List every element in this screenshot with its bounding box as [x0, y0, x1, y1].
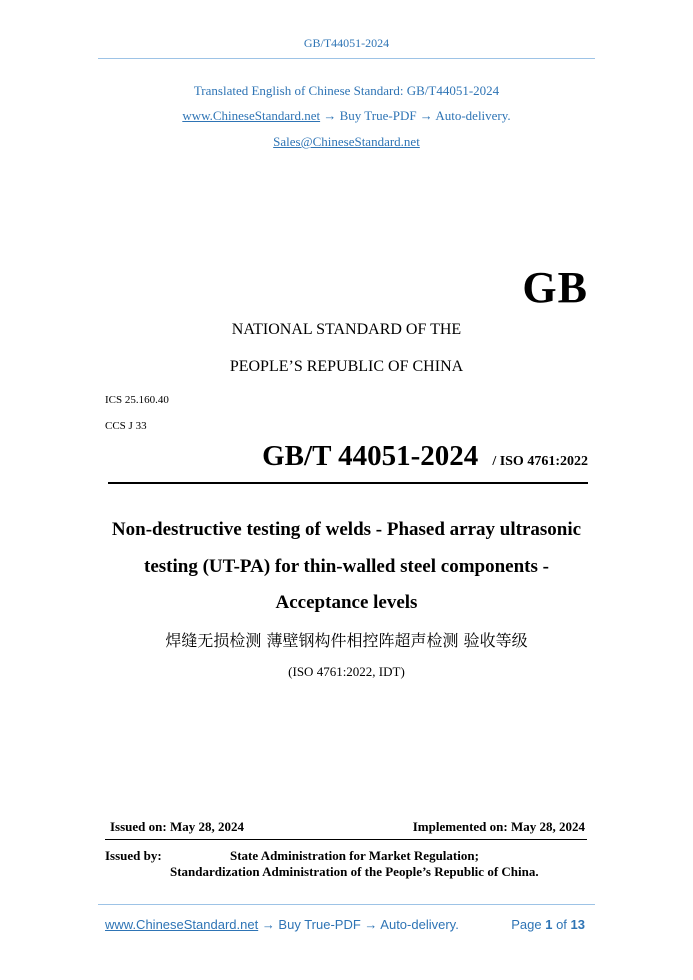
- prc-heading: PEOPLE’S REPUBLIC OF CHINA: [229, 358, 464, 375]
- header-rule: [98, 58, 595, 59]
- footer-rule: [98, 904, 595, 905]
- issue-rule: [105, 839, 587, 840]
- buy-pdf-text: → Buy True-PDF → Auto-delivery.: [320, 108, 511, 123]
- standard-number-rule: [108, 482, 588, 484]
- translation-notice-links: [0, 108, 693, 124]
- issued-on-date: Issued on: May 28, 2024: [110, 819, 244, 834]
- page-total: 13: [570, 917, 585, 932]
- issued-by-label: Issued by:: [105, 848, 162, 863]
- of-label: of: [552, 917, 571, 932]
- implemented-on-date: Implemented on: May 28, 2024: [412, 819, 585, 834]
- chinesestandard-link[interactable]: www.ChineseStandard.net: [182, 108, 321, 123]
- standard-number: GB/T 44051-2024: [262, 440, 479, 472]
- english-title-line-1: Non-destructive testing of welds - Phased array ultrasonic: [111, 519, 582, 540]
- ics-code: ICS 25.160.40: [105, 394, 169, 406]
- issuing-authority-2: Standardization Administration of the People’s Republic of China.: [170, 864, 539, 879]
- sales-email-row: [0, 134, 693, 150]
- english-title-line-3: Acceptance levels: [275, 592, 418, 613]
- header-doc-id: GB/T44051-2024: [303, 36, 390, 50]
- standard-number-row: [262, 440, 588, 473]
- national-standard-heading: NATIONAL STANDARD OF THE: [231, 321, 462, 338]
- footer-buy-text: → Buy True-PDF → Auto-delivery.: [258, 917, 459, 932]
- iso-equivalence: (ISO 4761:2022, IDT): [288, 664, 405, 679]
- page-label: Page: [511, 917, 546, 932]
- footer-links: [105, 917, 459, 932]
- page-indicator: [511, 917, 585, 932]
- footer-site-link[interactable]: www.ChineseStandard.net: [105, 917, 259, 932]
- chinese-title: 焊缝无损检测 薄壁钢构件相控阵超声检测 验收等级: [165, 631, 528, 650]
- english-title-line-2: testing (UT-PA) for thin-walled steel components -: [144, 556, 549, 577]
- ccs-code: CCS J 33: [105, 420, 147, 432]
- sales-email-link[interactable]: Sales@ChineseStandard.net: [273, 134, 420, 149]
- iso-reference: / ISO 4761:2022: [492, 454, 588, 469]
- gb-logo-mark: GB: [522, 263, 588, 312]
- translation-notice-line: Translated English of Chinese Standard: GB/T44051-2024: [193, 83, 500, 98]
- issuing-authority-1: State Administration for Market Regulation;: [230, 848, 479, 863]
- page-number: 1: [545, 917, 553, 932]
